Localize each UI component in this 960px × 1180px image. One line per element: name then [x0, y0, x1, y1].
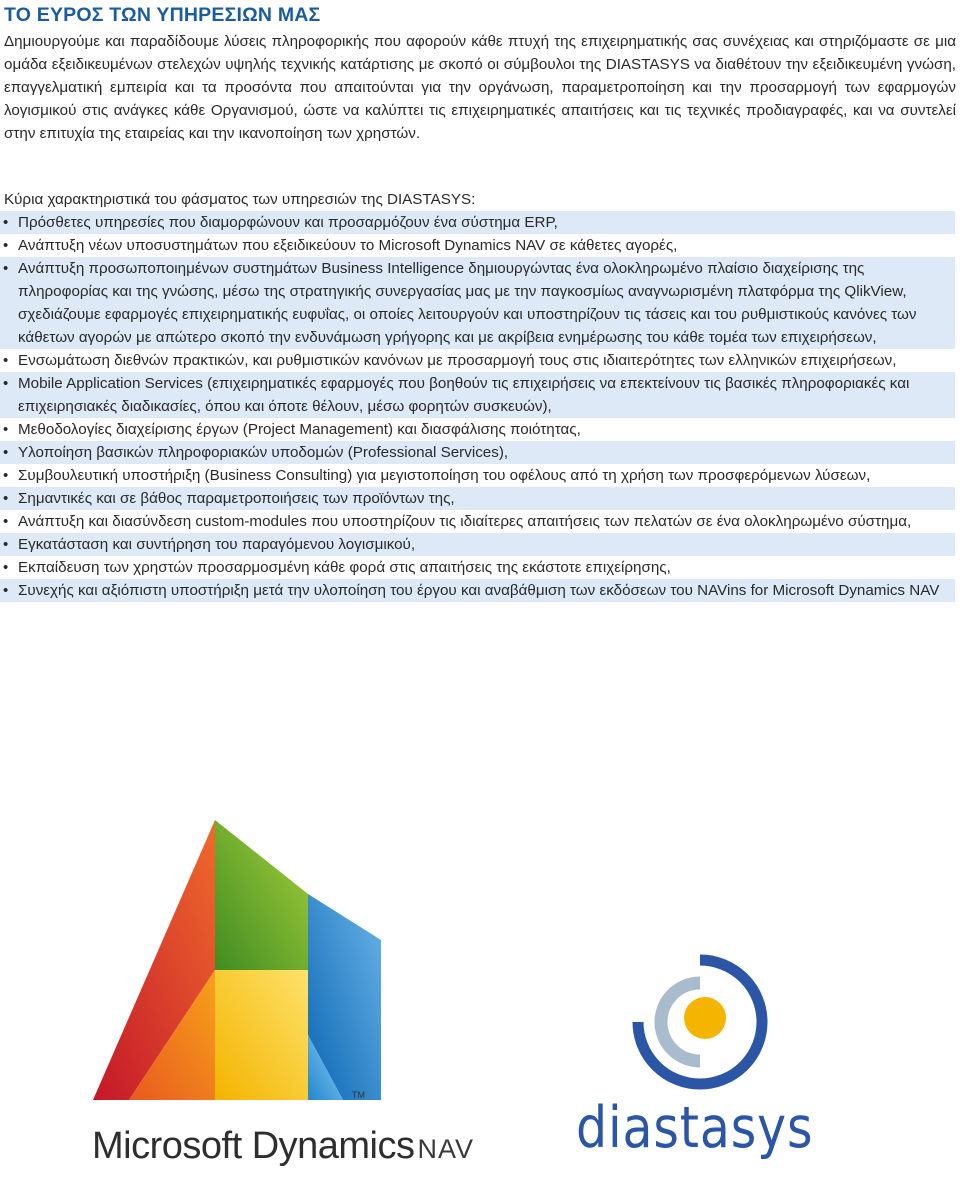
feature-item: [0, 487, 955, 510]
feature-item: [0, 510, 955, 533]
feature-item: [0, 464, 955, 487]
feature-text: Συμβουλευτική υποστήριξη (Business Consulting) για μεγιστοποίηση του οφέλους από τη χρήση των προσφερόμενων λύσεων,: [18, 467, 871, 484]
feature-item: [0, 234, 955, 257]
feature-text: Εγκατάσταση και συντήρηση του παραγόμενου λογισμικού,: [18, 536, 416, 553]
microsoft-dynamics-suffix: NAV: [417, 1134, 475, 1164]
trademark-mark: TM: [352, 1090, 365, 1100]
feature-text: Μεθοδολογίες διαχείρισης έργων (Project Management) και διασφάλισης ποιότητας,: [18, 421, 581, 438]
diastasys-wordmark: diastasys: [576, 1095, 814, 1161]
feature-item: [0, 418, 955, 441]
features-lead: Κύρια χαρακτηριστικά του φάσματος των υπηρεσιών της DIASTASYS:: [4, 191, 476, 208]
feature-item: [0, 556, 955, 579]
feature-text: Εκπαίδευση των χρηστών προσαρμοσμένη κάθε φορά στις απαιτήσεις της εκάστοτε επιχείρησης,: [18, 559, 671, 576]
feature-item: [0, 533, 955, 556]
bullet-icon: •: [3, 237, 9, 254]
feature-text: Ανάπτυξη νέων υποσυστημάτων που εξειδικεύουν το Microsoft Dynamics NAV σε κάθετες αγορές,: [18, 237, 678, 254]
feature-item: [0, 441, 955, 464]
bullet-icon: •: [3, 260, 9, 277]
bullet-icon: •: [3, 375, 9, 392]
diastasys-logo: [570, 952, 830, 1174]
bullet-icon: •: [3, 214, 9, 231]
feature-text: Σημαντικές και σε βάθος παραμετροποιήσεις των προϊόντων της,: [18, 490, 455, 507]
bullet-icon: •: [3, 444, 9, 461]
feature-text: Συνεχής και αξιόπιστη υποστήριξη μετά την υλοποίηση του έργου και αναβάθμιση των εκδόσεων του NAVins for Microsoft Dynamics NAV: [18, 582, 940, 599]
feature-text: Ενσωμάτωση διεθνών πρακτικών, και ρυθμιστικών κανόνων με προσαρμογή τους στις ιδιαιτερότητες των ελληνικών επιχειρήσεων,: [18, 352, 897, 369]
bullet-icon: •: [3, 421, 9, 438]
feature-text: Ανάπτυξη και διασύνδεση custom-modules που υποστηρίζουν τις ιδιαίτερες απαιτήσεις των πελατών σε ένα ολοκληρωμένο σύστημα,: [18, 513, 912, 530]
bullet-icon: •: [3, 536, 9, 553]
feature-text: Ανάπτυξη προσωποποιημένων συστημάτων Business Intelligence δημιουργώντας ένα ολοκληρωμένο πλαίσιο διαχείρισης της πληροφορίας και της γνώσης, μέσω της στρατηγικής συνεργασίας μας με την παγκοσμίως αναγνωρισμένη πλατφόρμα της QlikView, σχεδιάζουμε εφαρμογές επιχειρηματικής ευφυΐας, οι οποίες λειτουργούν και υποστηρίζουν τις τάσεις και του ρυθμιστικούς κανόνες των κάθετων αγορών με απώτερο σκοπό την ενδυνάμωση γρήγορης και με ακρίβεια ενημέρωσης του κάθε τομέα των επιχειρήσεων,: [18, 260, 917, 346]
bullet-icon: •: [3, 559, 9, 576]
feature-item: [0, 372, 955, 418]
feature-text: Υλοποίηση βασικών πληροφοριακών υποδομών (Professional Services),: [18, 444, 509, 461]
feature-text: Mobile Application Services (επιχειρηματικές εφαρμογές που βοηθούν τις επιχειρήσεις να επεκτείνουν τις βασικές πληροφοριακές και επιχειρησιακές διαδικασίες, όπου και όποτε θέλουν, μέσω φορητών συσκευών),: [18, 375, 910, 415]
microsoft-dynamics-wordmark: [92, 1125, 474, 1168]
feature-item: [0, 349, 955, 372]
feature-item: [0, 257, 955, 349]
bullet-icon: •: [3, 467, 9, 484]
feature-item: [0, 579, 955, 602]
bullet-icon: •: [3, 490, 9, 507]
intro-paragraph: Δημιουργούμε και παραδίδουμε λύσεις πληροφορικής που αφορούν κάθε πτυχή της επιχειρηματικής σας συνέχειας και στηριζόμαστε σε μια ομάδα εξειδικευμένων στελεχών υψηλής τεχνικής κατάρτισης με σκοπό οι σύμβουλοι της DIASTASYS να διαθέτουν την εξειδικευμένη γνώση, επαγγελματική εμπειρία και τα προσόντα που απαιτούνται για την οργάνωση, παραμετροποίηση και την προσαρμογή των εφαρμογών λογισμικού στις ανάγκες κάθε Οργανισμού, ώστε να καλύπτει τις επιχειρηματικές απαιτήσεις και τις τεχνικές προδιαγραφές, και να συντελεί στην επιτυχία της εταιρείας και την ικανοποίηση των χρηστών.: [4, 33, 956, 142]
bullet-icon: •: [3, 513, 9, 530]
bullet-icon: •: [3, 352, 9, 369]
feature-text: Πρόσθετες υπηρεσίες που διαμορφώνουν και προσαρμόζουν ένα σύστημα ERP,: [18, 214, 558, 231]
microsoft-dynamics-logo-icon: [93, 820, 383, 1120]
bullet-icon: •: [3, 582, 9, 599]
diastasys-logo-icon: [630, 952, 770, 1094]
feature-item: [0, 211, 955, 234]
section-title: ΤΟ ΕΥΡΟΣ ΤΩΝ ΥΠΗΡΕΣΙΩΝ ΜΑΣ: [4, 4, 321, 26]
microsoft-dynamics-name: Microsoft Dynamics: [92, 1125, 415, 1167]
microsoft-dynamics-logo: [88, 820, 478, 1180]
features-list: [0, 211, 955, 602]
